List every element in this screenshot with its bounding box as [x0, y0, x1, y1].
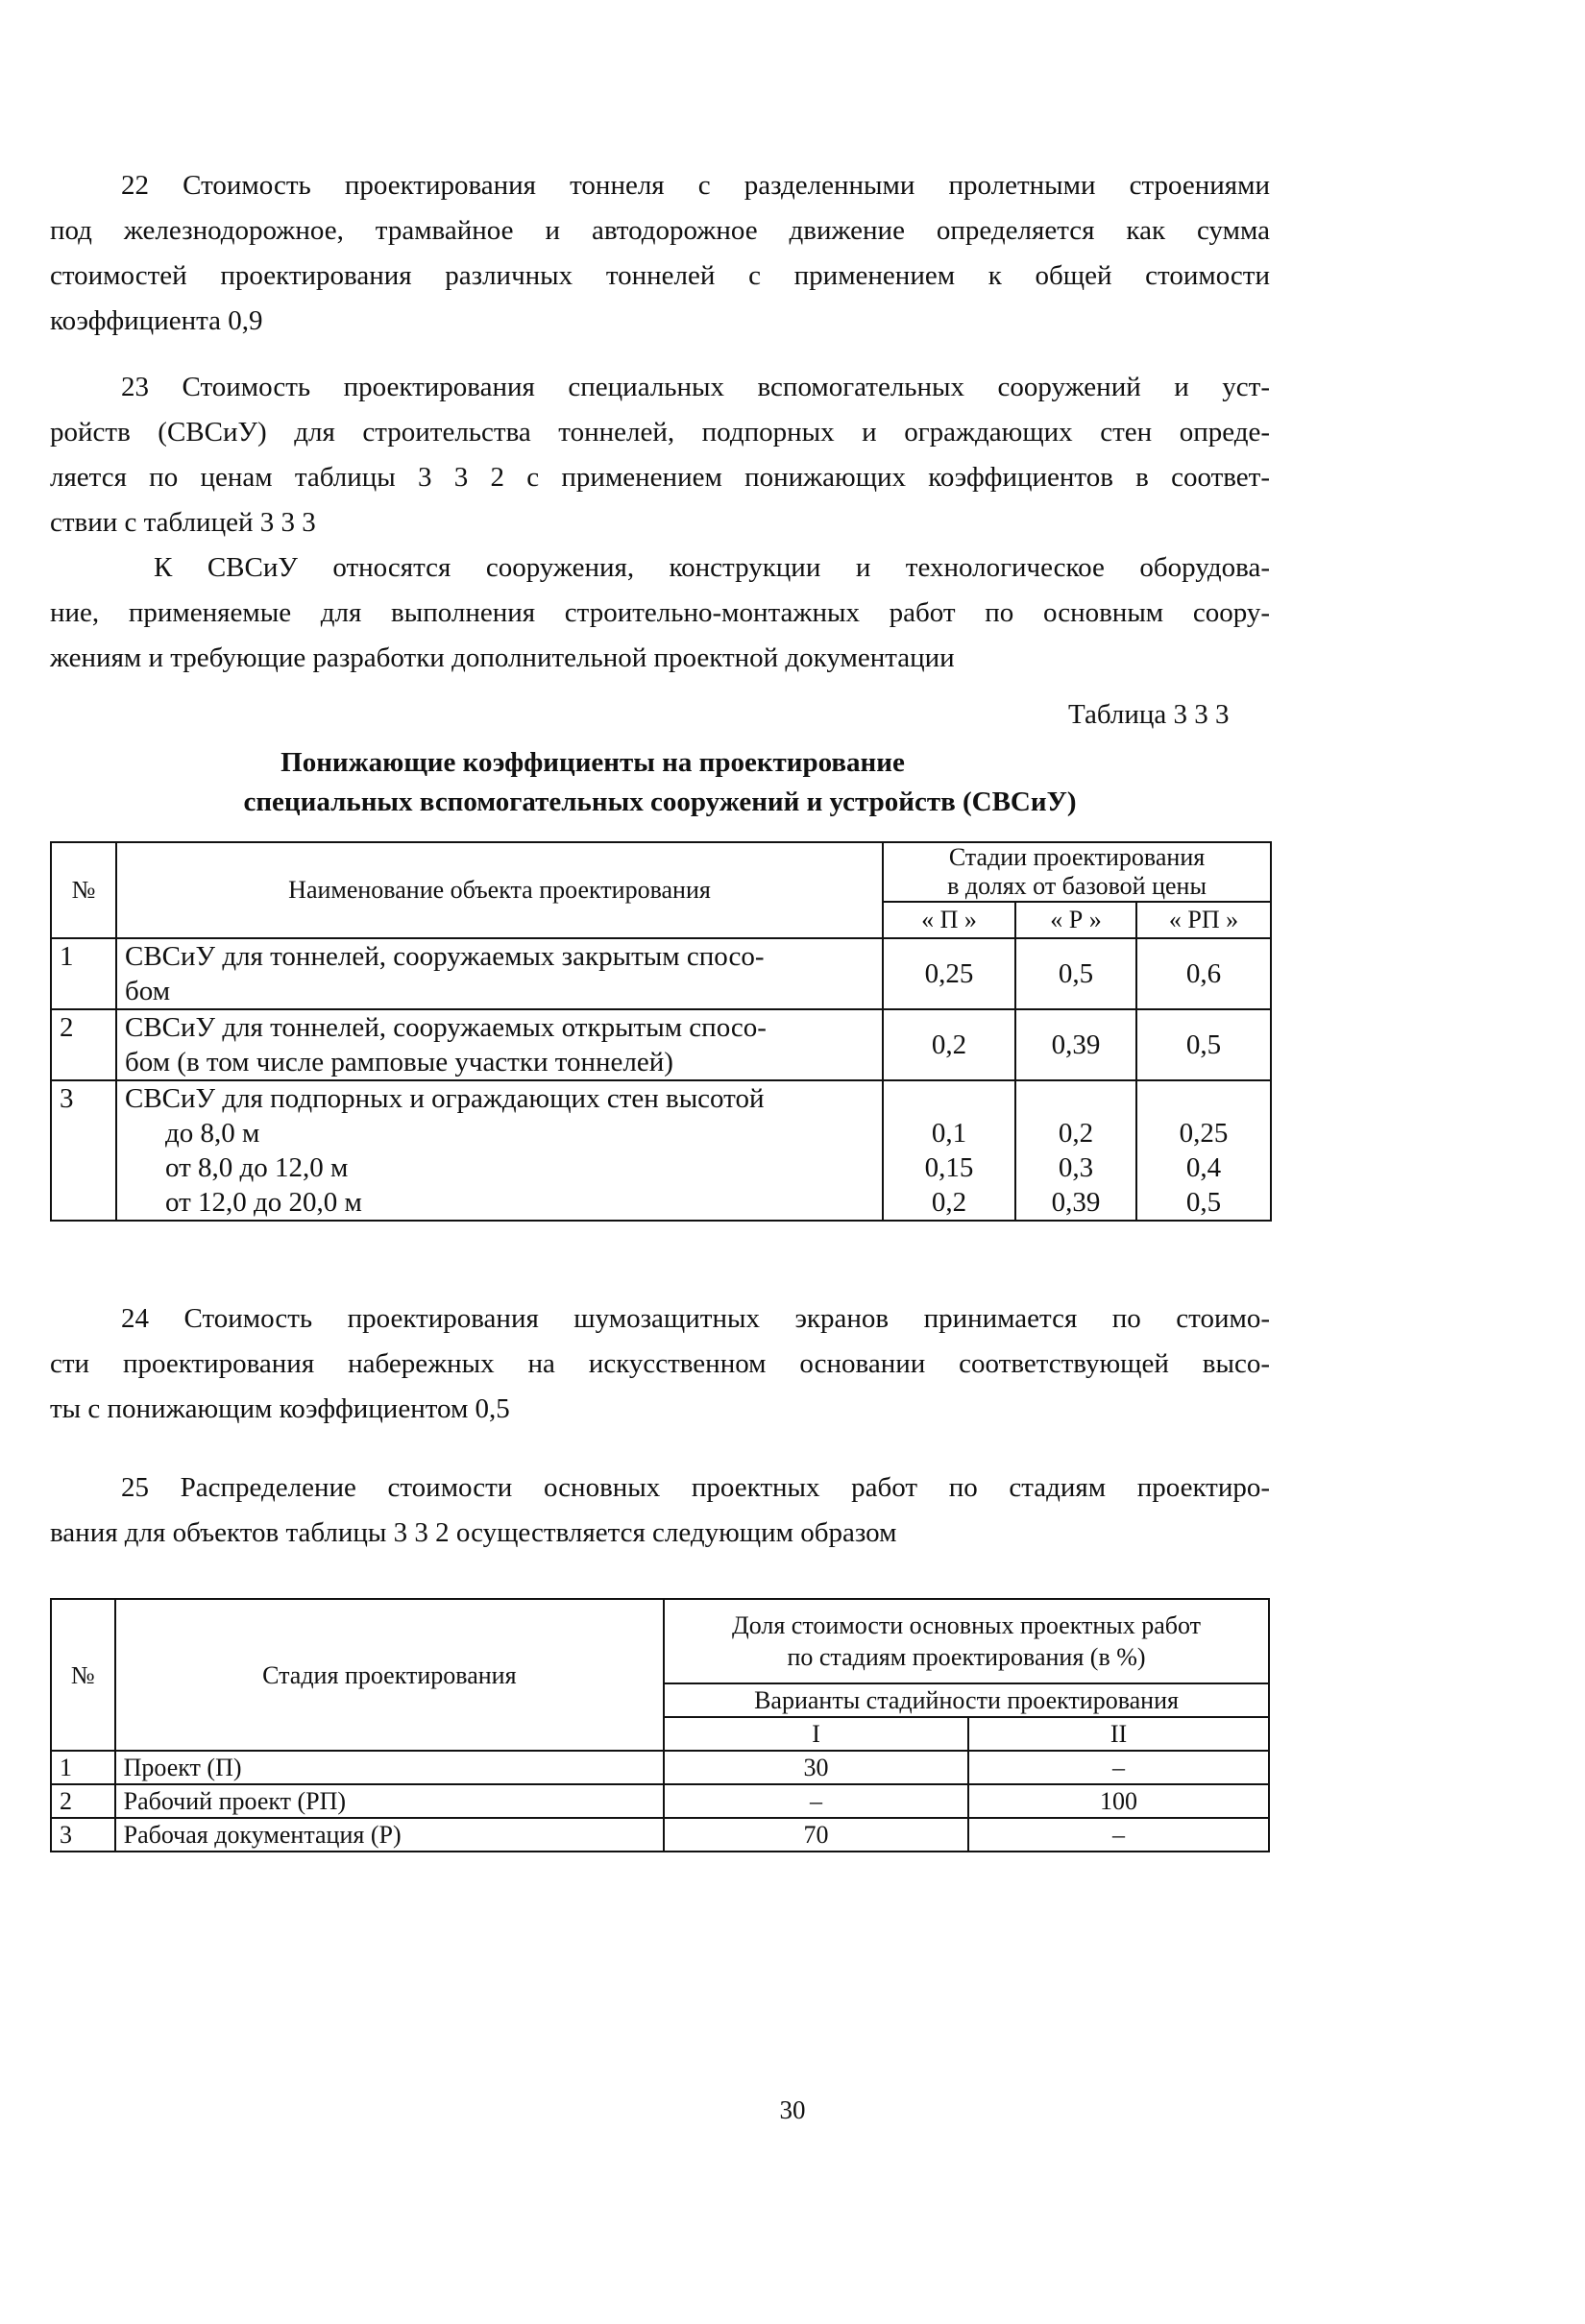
paragraph-22 [50, 163, 1270, 344]
header-r: « Р » [1015, 902, 1136, 938]
header-num: № [51, 842, 116, 938]
value: 0,4 [1185, 1152, 1222, 1183]
paragraph-line: 23 Стоимость проектирования специальных вспомогательных сооружений и уст- [121, 372, 1270, 402]
paragraph-line: ствии с таблицей 3 3 3 [50, 507, 316, 538]
paragraph-line: ты с понижающим коэффициентом 0,5 [50, 1393, 510, 1424]
value-r: 0,5 [1015, 938, 1136, 1009]
value-variant-1: 70 [664, 1818, 968, 1852]
paragraph-line: коэффициента 0,9 [50, 305, 263, 336]
coefficients-table [50, 841, 1272, 1222]
table-row [51, 1818, 1269, 1852]
value: 0,25 [1179, 1118, 1229, 1149]
row-stage: Проект (П) [115, 1751, 664, 1784]
paragraph-25 [50, 1465, 1270, 1556]
value-rp: 0,5 [1136, 1009, 1271, 1080]
row-num: 2 [51, 1784, 115, 1818]
page-number: 30 [779, 2095, 806, 2124]
header-stages-line: Стадии проектирования [948, 843, 1206, 871]
row-name-line: СВСиУ для тоннелей, сооружаемых закрытым спосо- [125, 941, 765, 972]
row-num: 1 [51, 938, 116, 1009]
value: 0,2 [931, 1187, 967, 1218]
value: 0,2 [1058, 1118, 1094, 1149]
value: 0,5 [1185, 1187, 1222, 1218]
table-row [51, 1009, 1271, 1080]
paragraph-line: 25 Распределение стоимости основных проектных работ по стадиям проектиро- [121, 1472, 1270, 1503]
value: 0,39 [1051, 1187, 1101, 1218]
row-stage: Рабочая документация (Р) [115, 1818, 664, 1852]
header-stages-line: в долях от базовой цены [947, 872, 1207, 900]
table-title-line: Понижающие коэффициенты на проектирование [280, 747, 905, 778]
paragraph-23-svsiu [50, 545, 1270, 681]
paragraph-line: ройств (СВСиУ) для строительства тоннелей, подпорных и ограждающих стен опреде- [50, 417, 1270, 448]
table-title [50, 743, 1270, 822]
header-share-line: Доля стоимости основных проектных работ [731, 1611, 1202, 1639]
row-name [116, 938, 883, 1009]
row-num: 3 [51, 1080, 116, 1221]
value-rp [1136, 1080, 1271, 1221]
header-name: Наименование объекта проектирования [116, 842, 883, 938]
row-subitem: от 8,0 до 12,0 м [165, 1152, 349, 1183]
value-variant-2: – [968, 1751, 1269, 1784]
paragraph-line: ляется по ценам таблицы 3 3 2 с применением понижающих коэффициентов в соответ- [50, 462, 1270, 493]
row-stage: Рабочий проект (РП) [115, 1784, 664, 1818]
row-subitem: от 12,0 до 20,0 м [165, 1187, 362, 1218]
value: 0,1 [931, 1118, 967, 1149]
row-name-line: СВСиУ для подпорных и ограждающих стен высотой [125, 1083, 765, 1114]
value-r [1015, 1080, 1136, 1221]
table-header-row [51, 842, 1271, 902]
header-variant-1: I [664, 1717, 968, 1751]
paragraph-line: стоимостей проектирования различных тоннелей с применением к общей стоимости [50, 260, 1270, 291]
header-p: « П » [883, 902, 1015, 938]
value-rp: 0,6 [1136, 938, 1271, 1009]
header-rp: « РП » [1136, 902, 1271, 938]
table-row [51, 1751, 1269, 1784]
value-p: 0,25 [883, 938, 1015, 1009]
paragraph-line: К СВСиУ относятся сооружения, конструкции и технологическое оборудова- [154, 552, 1270, 583]
header-stages [883, 842, 1271, 902]
value-variant-1: – [664, 1784, 968, 1818]
header-variants: Варианты стадийности проектирования [664, 1683, 1269, 1717]
paragraph-line: сти проектирования набережных на искусственном основании соответствующей высо- [50, 1348, 1270, 1379]
header-num: № [51, 1599, 115, 1751]
row-name [116, 1009, 883, 1080]
stage-distribution-table [50, 1598, 1270, 1852]
value-p: 0,2 [883, 1009, 1015, 1080]
value-variant-2: – [968, 1818, 1269, 1852]
row-name-line: СВСиУ для тоннелей, сооружаемых открытым спосо- [125, 1012, 767, 1043]
paragraph-line: 22 Стоимость проектирования тоннеля с разделенными пролетными строениями [121, 170, 1270, 201]
paragraph-24 [50, 1296, 1270, 1432]
paragraph-line: 24 Стоимость проектирования шумозащитных экранов принимается по стоимо- [121, 1303, 1270, 1334]
value-p [883, 1080, 1015, 1221]
header-share-line: по стадиям проектирования (в %) [787, 1643, 1146, 1671]
row-num: 3 [51, 1818, 115, 1852]
value-variant-2: 100 [968, 1784, 1269, 1818]
header-share [664, 1599, 1269, 1683]
value: 0,15 [924, 1152, 974, 1183]
table-row [51, 1080, 1271, 1221]
row-num: 1 [51, 1751, 115, 1784]
table-row [51, 1784, 1269, 1818]
header-stage: Стадия проектирования [115, 1599, 664, 1751]
header-variant-2: II [968, 1717, 1269, 1751]
paragraph-line: жениям и требующие разработки дополнительной проектной документации [50, 642, 955, 673]
value-variant-1: 30 [664, 1751, 968, 1784]
paragraph-line: под железнодорожное, трамвайное и автодорожное движение определяется как сумма [50, 215, 1270, 246]
paragraph-line: вания для объектов таблицы 3 3 2 осуществляется следующим образом [50, 1517, 897, 1548]
paragraph-23 [50, 365, 1270, 545]
table-row [51, 938, 1271, 1009]
row-name-line: бом (в том числе рамповые участки тоннелей) [125, 1047, 673, 1077]
row-name-line: бом [125, 976, 171, 1006]
table-header-row [51, 1599, 1269, 1683]
value-r: 0,39 [1015, 1009, 1136, 1080]
row-num: 2 [51, 1009, 116, 1080]
value: 0,3 [1058, 1152, 1094, 1183]
table-label: Таблица 3 3 3 [1068, 699, 1230, 730]
paragraph-line: ние, применяемые для выполнения строительно-монтажных работ по основным соору- [50, 597, 1270, 628]
row-name [116, 1080, 883, 1221]
table-title-line: специальных вспомогательных сооружений и устройств (СВСиУ) [243, 787, 1077, 817]
row-subitem: до 8,0 м [165, 1118, 260, 1149]
